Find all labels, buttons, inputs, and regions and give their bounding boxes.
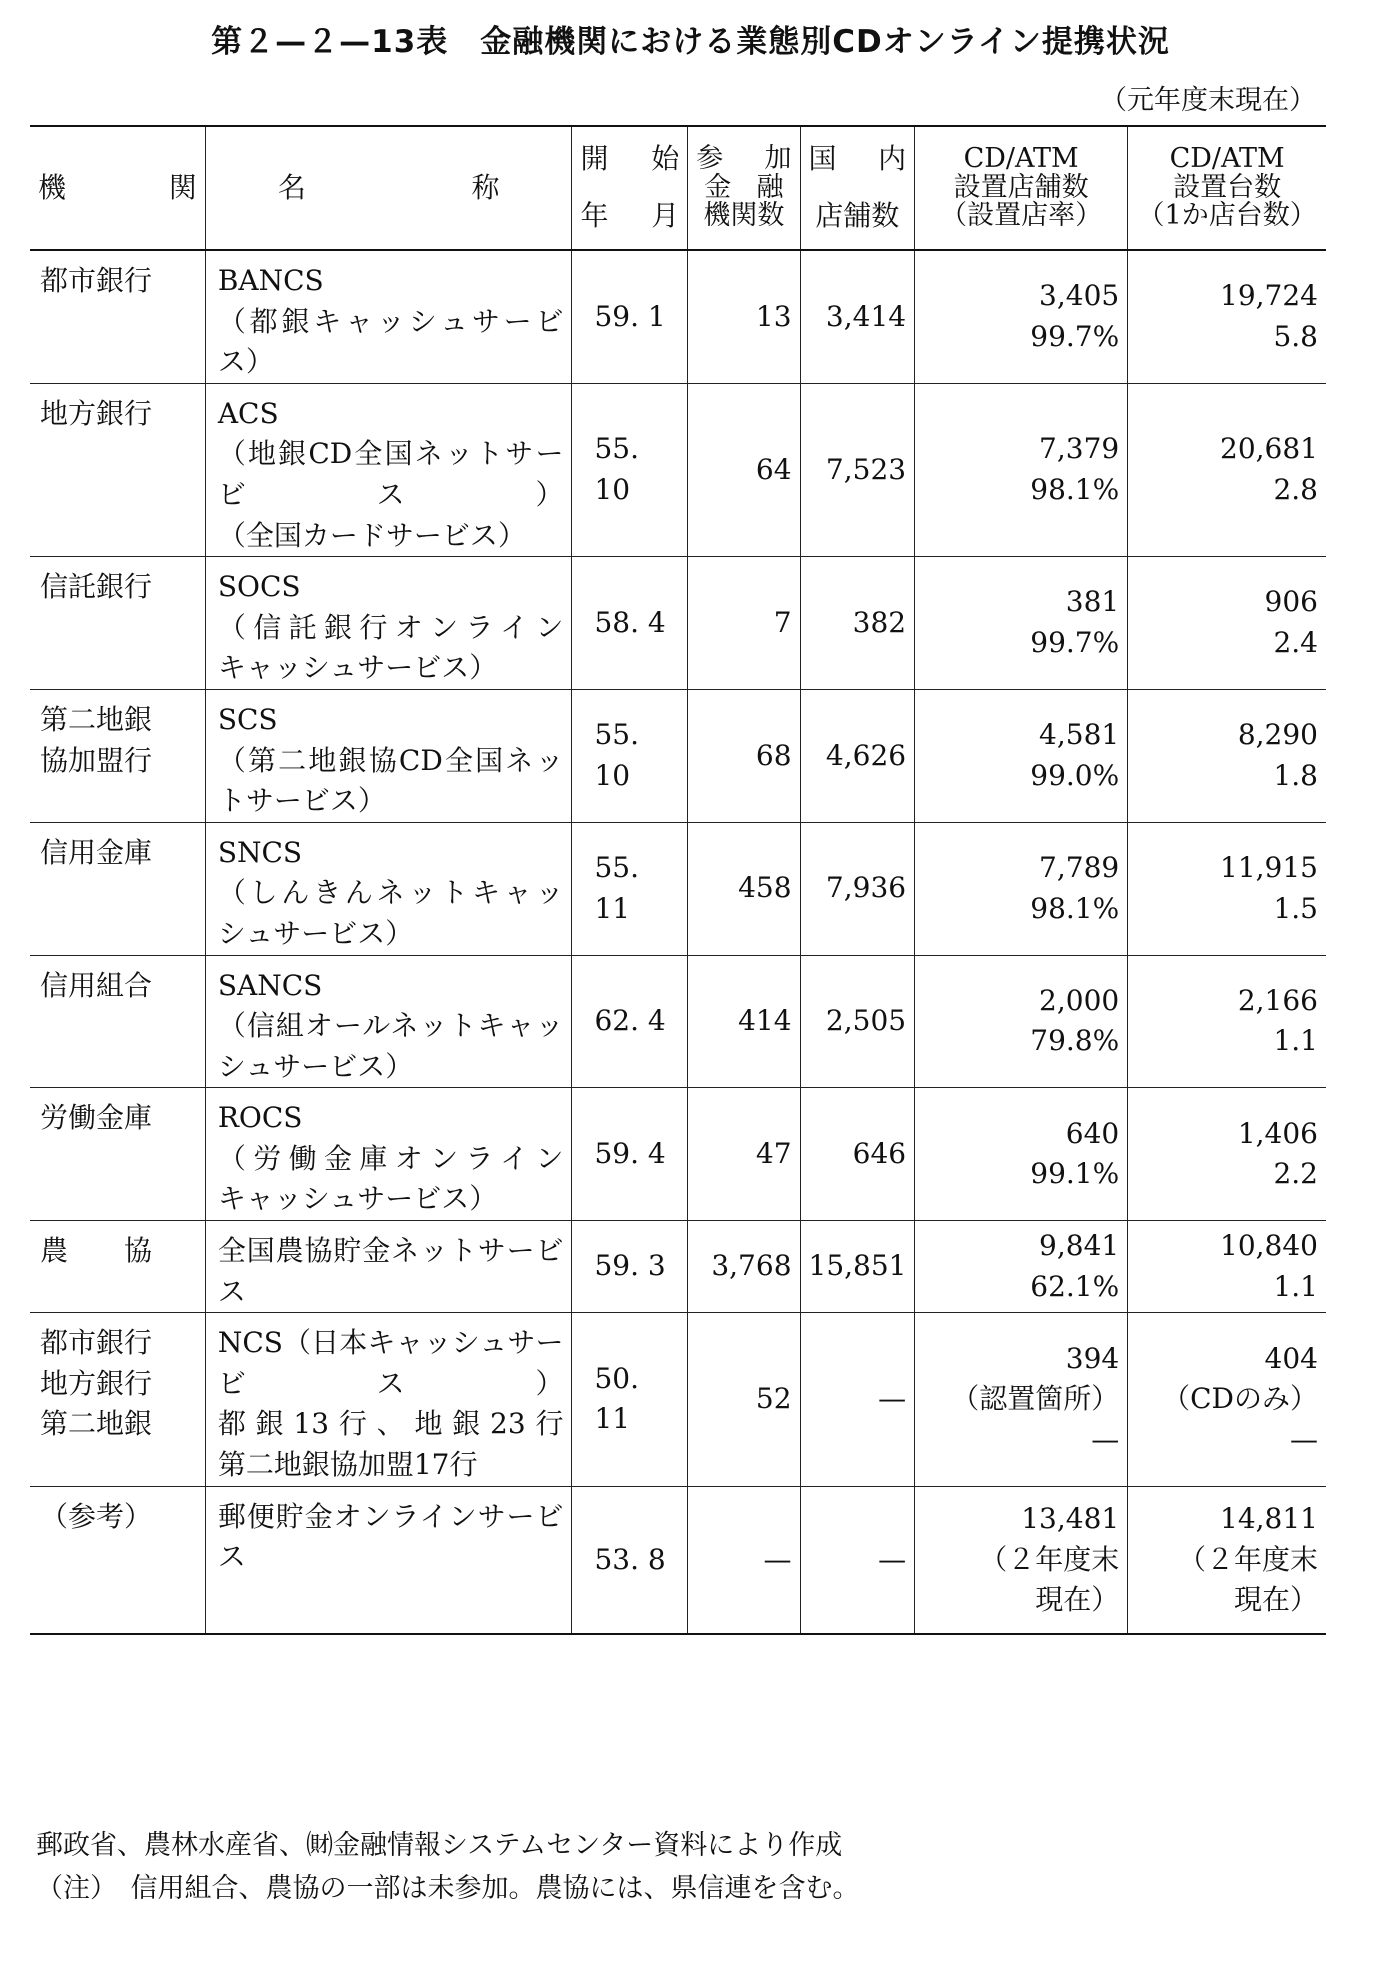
table-title: 第２—２—13表 金融機関における業態別CDオンライン提携状況 [211, 24, 1170, 60]
cell-line: 1.5 [1273, 891, 1318, 925]
cell-line: NCS（日本キャッシュサー [217, 1326, 564, 1360]
cell-line: （全国カードサービス） [217, 518, 526, 552]
cell-members: 64 [688, 383, 800, 556]
source-note: 郵政省、農林水産省、㈶金融情報システムセンター資料により作成 [36, 1830, 843, 1861]
cell-start: 59. 1 [572, 250, 688, 383]
cell-meisho [205, 557, 572, 690]
cell-installed [915, 822, 1128, 955]
cell-meisho [205, 1313, 572, 1486]
cell-line: 394 [1065, 1341, 1120, 1375]
cell-members: 52 [688, 1313, 800, 1486]
cell-meisho [205, 1221, 572, 1313]
cell-line: 2.2 [1273, 1157, 1318, 1191]
cell-branches: — [800, 1313, 915, 1486]
cell-line: （CDのみ） [1162, 1382, 1318, 1416]
cell-line: （しんきんネットキャッ [217, 876, 564, 910]
cell-line: （労働金庫オンライン [217, 1141, 564, 1175]
cell-meisho [205, 383, 572, 556]
table-row [30, 1221, 1326, 1313]
cell-line: ACS [217, 396, 279, 430]
cell-line: 2,166 [1237, 983, 1318, 1017]
cell-line: 1.8 [1273, 758, 1318, 792]
cell-line: 381 [1065, 585, 1120, 619]
cell-line: 98.1% [1030, 472, 1120, 506]
cell-installed [915, 955, 1128, 1088]
cell-start: 55. 11 [572, 822, 688, 955]
cell-line: 郵便貯金オンラインサービ [217, 1499, 564, 1533]
cell-meisho [205, 955, 572, 1088]
cell-branches: 4,626 [800, 689, 915, 822]
cell-line: 10,840 [1220, 1229, 1318, 1263]
table-row [30, 1486, 1326, 1634]
cell-line: （第二地銀協CD全国ネッ [217, 743, 564, 777]
cell-units [1128, 250, 1326, 383]
cell-start: 55. 10 [572, 689, 688, 822]
cell-line: （地銀CD全国ネットサー [217, 437, 564, 471]
cell-line: 11,915 [1220, 851, 1318, 885]
cell-start: 59. 3 [572, 1221, 688, 1313]
cell-branches: 7,936 [800, 822, 915, 955]
table-row [30, 557, 1326, 690]
table-row [30, 1088, 1326, 1221]
cell-units [1128, 383, 1326, 556]
cell-line: SCS [217, 702, 278, 736]
cell-kikan [30, 1313, 205, 1486]
cell-line: — [1290, 1422, 1318, 1456]
cell-start: 62. 4 [572, 955, 688, 1088]
cell-kikan [30, 1221, 205, 1313]
cell-line: 8,290 [1237, 718, 1318, 752]
cell-units [1128, 1313, 1326, 1486]
cell-installed [915, 1313, 1128, 1486]
cell-line: 信用金庫 [40, 835, 153, 869]
cell-kikan [30, 383, 205, 556]
cell-installed [915, 1221, 1128, 1313]
table-row [30, 822, 1326, 955]
cell-branches: 3,414 [800, 250, 915, 383]
cell-line: 98.1% [1030, 891, 1120, 925]
cell-branches: 7,523 [800, 383, 915, 556]
cell-meisho [205, 250, 572, 383]
cell-line: 1.1 [1273, 1024, 1318, 1058]
cell-line: 2,000 [1039, 983, 1120, 1017]
cell-members: 414 [688, 955, 800, 1088]
cell-line: 99.7% [1030, 626, 1120, 660]
cell-members: 7 [688, 557, 800, 690]
header-row [30, 126, 1326, 250]
cell-line: シュサービス） [217, 916, 414, 950]
cell-line: ス [217, 1274, 246, 1308]
cell-kikan [30, 1088, 205, 1221]
table-row [30, 383, 1326, 556]
cell-line: 19,724 [1220, 279, 1318, 313]
cell-branches: 2,505 [800, 955, 915, 1088]
cell-line: ビス） [217, 477, 564, 511]
cell-line: 404 [1264, 1341, 1318, 1375]
cell-line: 地方銀行 [40, 396, 153, 430]
cell-line: （都銀キャッシュサービス） [217, 304, 564, 379]
cell-line: 第二地銀 [40, 702, 153, 736]
as-of-date: （元年度末現在） [1100, 85, 1316, 116]
cell-line: 14,811 [1220, 1501, 1318, 1535]
header-start: 開 始 年 月 [572, 126, 688, 250]
cell-line: 79.8% [1030, 1024, 1120, 1058]
cell-members: 47 [688, 1088, 800, 1221]
cell-kikan [30, 557, 205, 690]
cell-line: 労働金庫 [40, 1101, 153, 1135]
cell-line: 9,841 [1039, 1229, 1120, 1263]
cell-line: キャッシュサービス） [217, 1182, 498, 1216]
cell-line: （２年度末 [979, 1542, 1120, 1576]
cell-line: トサービス） [217, 784, 386, 818]
cell-units [1128, 1088, 1326, 1221]
cell-line: 3,405 [1039, 279, 1120, 313]
cell-installed [915, 689, 1128, 822]
cell-line: 農 協 [40, 1234, 153, 1268]
cell-units [1128, 689, 1326, 822]
cell-start: 53. 8 [572, 1486, 688, 1634]
cell-line: 2.8 [1273, 472, 1318, 506]
cell-line: SANCS [217, 968, 323, 1002]
cell-branches: 646 [800, 1088, 915, 1221]
cell-line: （参考） [40, 1499, 153, 1533]
header-members: 参 加 金 融 機関数 [688, 126, 800, 250]
cell-units [1128, 822, 1326, 955]
cell-line: 都銀13行、地銀23行 [217, 1407, 564, 1441]
cell-line: 1.1 [1273, 1269, 1318, 1303]
cell-branches: — [800, 1486, 915, 1634]
table-row [30, 955, 1326, 1088]
cell-line: キャッシュサービス） [217, 651, 498, 685]
cell-line: 2.4 [1273, 626, 1318, 660]
cell-kikan [30, 250, 205, 383]
cell-line: ビス） [217, 1366, 564, 1400]
cell-line: 99.7% [1030, 319, 1120, 353]
cell-line: 906 [1264, 585, 1318, 619]
cell-start: 55. 10 [572, 383, 688, 556]
cell-line: 都市銀行 [40, 264, 153, 297]
header-kikan: 機 関 [30, 126, 205, 250]
cell-kikan [30, 689, 205, 822]
cell-members: 68 [688, 689, 800, 822]
cell-installed [915, 1088, 1128, 1221]
footnote: （注） 信用組合、農協の一部は未参加。農協には、県信連を含む。 [36, 1873, 860, 1904]
cell-line: シュサービス） [217, 1049, 414, 1083]
cell-members: 13 [688, 250, 800, 383]
cell-line: 5.8 [1273, 319, 1318, 353]
cell-kikan [30, 1486, 205, 1634]
cell-start: 59. 4 [572, 1088, 688, 1221]
cell-meisho [205, 1486, 572, 1634]
cell-units [1128, 1486, 1326, 1634]
cell-line: 現在） [1233, 1583, 1318, 1617]
cell-installed [915, 383, 1128, 556]
cell-line: 7,789 [1039, 851, 1120, 885]
cell-line: — [1091, 1422, 1120, 1456]
cell-line: 640 [1065, 1116, 1120, 1150]
cell-line: 4,581 [1039, 718, 1120, 752]
cell-line: BANCS [217, 264, 324, 297]
cell-line: 1,406 [1237, 1116, 1318, 1150]
cell-line: 都市銀行 [40, 1326, 153, 1360]
cell-line: 協加盟行 [40, 743, 153, 777]
cell-line: 62.1% [1030, 1269, 1120, 1303]
cell-line: 信用組合 [40, 968, 153, 1002]
cell-line: 全国農協貯金ネットサービ [217, 1234, 564, 1268]
cell-line: 地方銀行 [40, 1366, 153, 1400]
header-meisho: 名 称 [205, 126, 572, 250]
cell-branches: 15,851 [800, 1221, 915, 1313]
cell-meisho [205, 822, 572, 955]
cell-installed [915, 1486, 1128, 1634]
cell-units [1128, 557, 1326, 690]
cell-line: 99.1% [1030, 1157, 1120, 1191]
cell-units [1128, 955, 1326, 1088]
cell-meisho [205, 689, 572, 822]
cell-line: 13,481 [1021, 1501, 1120, 1535]
cell-line: （認置箇所） [951, 1382, 1120, 1416]
cell-kikan [30, 822, 205, 955]
cell-line: 第二地銀 [40, 1407, 153, 1441]
header-installed-branches: CD/ATM 設置店舗数 （設置店率） [915, 126, 1128, 250]
cell-members: 3,768 [688, 1221, 800, 1313]
cell-line: SNCS [217, 835, 303, 869]
cell-kikan [30, 955, 205, 1088]
header-branches: 国 内 店舗数 [800, 126, 915, 250]
cell-line: 7,379 [1039, 432, 1120, 466]
cell-members: — [688, 1486, 800, 1634]
cell-line: 現在） [1035, 1583, 1120, 1617]
cell-line: 20,681 [1220, 432, 1318, 466]
cell-line: ス [217, 1540, 246, 1574]
cell-line: （信組オールネットキャッ [217, 1009, 564, 1043]
header-installed-units: CD/ATM 設置台数 （1か店台数） [1128, 126, 1326, 250]
table-row [30, 689, 1326, 822]
cell-start: 50. 11 [572, 1313, 688, 1486]
cell-start: 58. 4 [572, 557, 688, 690]
cell-line: （信託銀行オンライン [217, 610, 564, 644]
cell-line: SOCS [217, 570, 301, 604]
cell-members: 458 [688, 822, 800, 955]
table-row [30, 250, 1326, 383]
cell-line: 99.0% [1030, 758, 1120, 792]
cell-meisho [205, 1088, 572, 1221]
cell-installed [915, 557, 1128, 690]
cell-branches: 382 [800, 557, 915, 690]
cell-units [1128, 1221, 1326, 1313]
cell-installed [915, 250, 1128, 383]
table-row [30, 1313, 1326, 1486]
cd-online-alliance-table [30, 125, 1326, 1635]
cell-line: 第二地銀協加盟17行 [217, 1448, 478, 1482]
cell-line: ROCS [217, 1101, 303, 1135]
cell-line: （２年度末 [1177, 1542, 1318, 1576]
cell-line: 信託銀行 [40, 570, 153, 604]
